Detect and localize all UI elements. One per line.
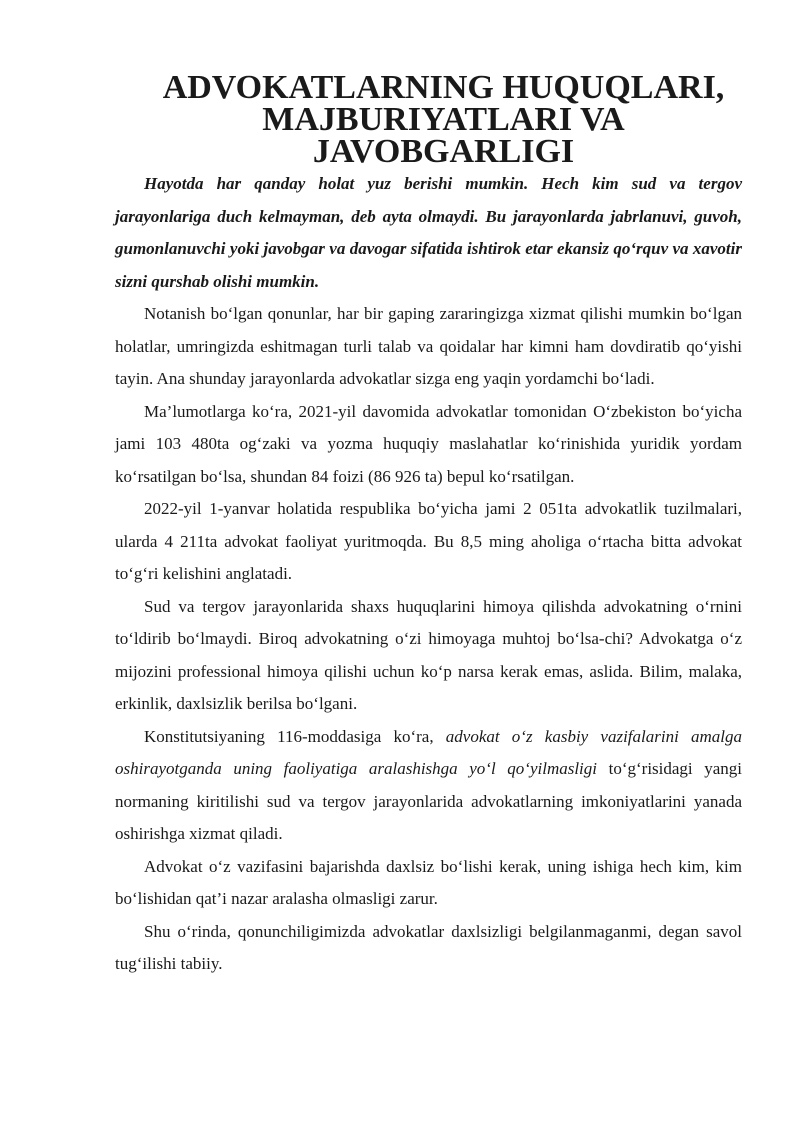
- paragraph-7: Shu o‘rinda, qonunchiligimizda advokatlar daxlsizligi belgilanmaganmi, degan savol tug‘ilishi tabiiy.: [115, 921, 742, 973]
- paragraph-5: [115, 721, 742, 851]
- lead-paragraph: Hayotda har qanday holat yuz berishi mumkin. Hech kim sud va tergov jarayonlariga duch kelmayman, deb ayta olmaydi. Bu jarayonlarda jabrlanuvi, guvoh, gumonlanuvchi yoki javobgar va davogar sifatida ishtirok etar ekansiz qo‘rquv va xavotir sizni qurshab olishi mumkin.: [115, 174, 742, 291]
- paragraph-5-italic: advokat o‘z kasbiy vazifalarini amalga oshirayotganda uning faoliyatiga aralashishga yo‘l qo‘yilmasligi: [115, 726, 742, 778]
- document-title: [115, 69, 742, 170]
- paragraph-2: Ma’lumotlarga ko‘ra, 2021-yil davomida advokatlar tomonidan O‘zbekiston bo‘yicha jami 103 480ta og‘zaki va yozma huquqiy maslahatlar ko‘rinishida yuridik yordam ko‘rsatilgan bo‘lsa, shundan 84 foizi (86 926 ta) bepul ko‘rsatilgan.: [115, 401, 742, 486]
- paragraph-5-before: Konstitutsiyaning 116-moddasiga ko‘ra,: [144, 726, 446, 746]
- title-line-2: JAVOBGARLIGI: [312, 133, 575, 170]
- paragraph-6: Advokat o‘z vazifasini bajarishda daxlsiz bo‘lishi kerak, uning ishiga hech kim, kim bo‘lishidan qat’i nazar aralasha olmasligi zarur.: [115, 856, 742, 908]
- paragraph-1: Notanish bo‘lgan qonunlar, har bir gaping zararingizga xizmat qilishi mumkin bo‘lgan holatlar, umringizda eshitmagan turli talab va qoidalar har kimni ham dovdiratib qo‘yishi tayin. Ana shunday jarayonlarda advokatlar sizga eng yaqin yordamchi bo‘ladi.: [115, 304, 742, 388]
- document-page: [115, 69, 743, 981]
- title-line-1: ADVOKATLARNING HUQUQLARI, MAJBURIYATLARI VA: [162, 69, 725, 138]
- paragraph-5-after: to‘g‘risidagi yangi normaning kiritilishi sud va tergov jarayonlarida advokatlarning imkoniyatlarini yanada oshirishga xizmat qiladi.: [115, 759, 743, 843]
- paragraph-4: Sud va tergov jarayonlarida shaxs huquqlarini himoya qilishda advokatning o‘rnini to‘ldirib bo‘lmaydi. Biroq advokatning o‘zi himoyaga muhtoj bo‘lsa-chi? Advokatga o‘z mijozini professional himoya qilishi uchun ko‘p narsa kerak emas, aslida. Bilim, malaka, erkinlik, daxlsizlik berilsa bo‘lgani.: [115, 596, 742, 713]
- paragraph-3: 2022-yil 1-yanvar holatida respublika bo‘yicha jami 2 051ta advokatlik tuzilmalari, ularda 4 211ta advokat faoliyat yuritmoqda. Bu 8,5 ming aholiga o‘rtacha bitta advokat to‘g‘ri kelishini anglatadi.: [115, 499, 742, 583]
